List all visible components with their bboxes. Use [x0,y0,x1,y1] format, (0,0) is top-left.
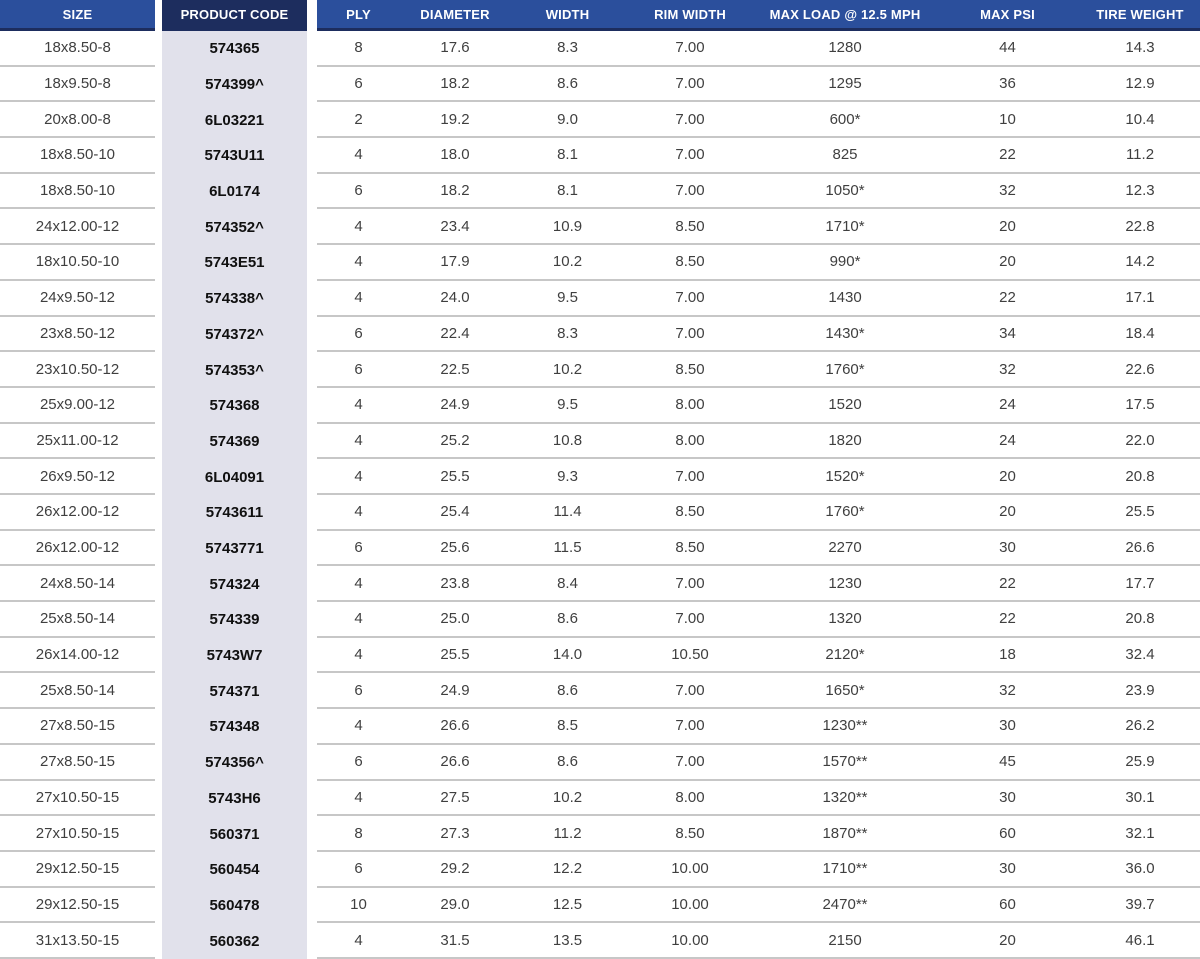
row-gutter-right [307,781,317,817]
cell-ply: 4 [317,709,400,745]
cell-ply: 6 [317,317,400,353]
cell-tire-weight: 14.2 [1080,245,1200,281]
cell-width: 10.2 [510,352,625,388]
cell-size: 18x8.50-10 [0,174,155,210]
cell-ply: 6 [317,531,400,567]
row-gutter-left [155,352,162,388]
row-gutter-right [307,852,317,888]
cell-width: 8.6 [510,602,625,638]
cell-tire-weight: 26.6 [1080,531,1200,567]
cell-max-psi: 45 [935,745,1080,781]
cell-max-load: 1760* [755,352,935,388]
cell-product-code: 6L03221 [162,102,307,138]
cell-size: 27x10.50-15 [0,816,155,852]
cell-ply: 4 [317,138,400,174]
cell-product-code: 5743H6 [162,781,307,817]
cell-tire-weight: 17.5 [1080,388,1200,424]
cell-product-code: 5743W7 [162,638,307,674]
cell-size: 27x10.50-15 [0,781,155,817]
cell-diameter: 17.6 [400,31,510,67]
cell-ply: 6 [317,67,400,103]
cell-diameter: 18.2 [400,174,510,210]
cell-width: 10.2 [510,781,625,817]
column-header-diameter: DIAMETER [400,0,510,31]
cell-width: 13.5 [510,923,625,959]
row-gutter-right [307,816,317,852]
cell-max-load: 1320 [755,602,935,638]
cell-rim-width: 10.00 [625,888,755,924]
cell-max-psi: 20 [935,245,1080,281]
cell-diameter: 25.6 [400,531,510,567]
cell-product-code: 6L0174 [162,174,307,210]
cell-product-code: 574339 [162,602,307,638]
row-gutter-right [307,317,317,353]
cell-product-code: 574365 [162,31,307,67]
column-header-ply: PLY [317,0,400,31]
cell-max-psi: 30 [935,781,1080,817]
cell-max-psi: 32 [935,174,1080,210]
cell-size: 18x9.50-8 [0,67,155,103]
cell-ply: 4 [317,209,400,245]
row-gutter-left [155,638,162,674]
row-gutter-right [307,424,317,460]
row-gutter-right [307,388,317,424]
cell-product-code: 574368 [162,388,307,424]
cell-tire-weight: 17.1 [1080,281,1200,317]
cell-diameter: 22.5 [400,352,510,388]
cell-tire-weight: 46.1 [1080,923,1200,959]
row-gutter-right [307,352,317,388]
cell-product-code: 6L04091 [162,459,307,495]
cell-max-psi: 20 [935,495,1080,531]
cell-width: 12.2 [510,852,625,888]
cell-size: 26x9.50-12 [0,459,155,495]
cell-tire-weight: 39.7 [1080,888,1200,924]
cell-max-load: 2150 [755,923,935,959]
cell-size: 18x8.50-10 [0,138,155,174]
cell-tire-weight: 25.9 [1080,745,1200,781]
cell-rim-width: 7.00 [625,174,755,210]
row-gutter-right [307,888,317,924]
cell-max-psi: 22 [935,281,1080,317]
cell-tire-weight: 30.1 [1080,781,1200,817]
cell-width: 10.9 [510,209,625,245]
row-gutter-right [307,673,317,709]
cell-ply: 4 [317,638,400,674]
cell-product-code: 5743771 [162,531,307,567]
cell-product-code: 5743U11 [162,138,307,174]
cell-max-psi: 24 [935,424,1080,460]
cell-size: 26x12.00-12 [0,495,155,531]
cell-product-code: 574324 [162,566,307,602]
cell-product-code: 574353^ [162,352,307,388]
cell-diameter: 23.8 [400,566,510,602]
cell-max-psi: 18 [935,638,1080,674]
row-gutter-left [155,31,162,67]
cell-max-load: 1520 [755,388,935,424]
header-gutter-left [155,0,162,31]
cell-size: 23x8.50-12 [0,317,155,353]
cell-diameter: 25.2 [400,424,510,460]
cell-max-psi: 20 [935,209,1080,245]
cell-product-code: 574399^ [162,67,307,103]
row-gutter-left [155,888,162,924]
cell-tire-weight: 18.4 [1080,317,1200,353]
cell-max-load: 1710* [755,209,935,245]
cell-ply: 4 [317,388,400,424]
cell-diameter: 31.5 [400,923,510,959]
cell-rim-width: 7.00 [625,566,755,602]
cell-width: 8.1 [510,174,625,210]
row-gutter-right [307,923,317,959]
cell-max-load: 1230 [755,566,935,602]
row-gutter-right [307,531,317,567]
cell-max-load: 1280 [755,31,935,67]
cell-rim-width: 7.00 [625,138,755,174]
cell-width: 12.5 [510,888,625,924]
cell-diameter: 23.4 [400,209,510,245]
column-header-tire-weight: TIRE WEIGHT [1080,0,1200,31]
cell-max-psi: 32 [935,673,1080,709]
cell-width: 14.0 [510,638,625,674]
cell-size: 31x13.50-15 [0,923,155,959]
cell-size: 29x12.50-15 [0,888,155,924]
column-header-product-code: PRODUCT CODE [162,0,307,31]
row-gutter-right [307,602,317,638]
cell-width: 8.6 [510,745,625,781]
row-gutter-left [155,852,162,888]
cell-rim-width: 8.50 [625,352,755,388]
cell-width: 8.1 [510,138,625,174]
cell-max-load: 1820 [755,424,935,460]
cell-width: 8.5 [510,709,625,745]
cell-max-psi: 30 [935,852,1080,888]
cell-ply: 6 [317,745,400,781]
cell-max-psi: 10 [935,102,1080,138]
cell-max-load: 1320** [755,781,935,817]
cell-max-load: 1710** [755,852,935,888]
cell-max-psi: 24 [935,388,1080,424]
cell-ply: 2 [317,102,400,138]
cell-diameter: 25.4 [400,495,510,531]
cell-diameter: 25.0 [400,602,510,638]
row-gutter-left [155,388,162,424]
cell-tire-weight: 32.1 [1080,816,1200,852]
cell-width: 9.3 [510,459,625,495]
column-header-width: WIDTH [510,0,625,31]
cell-max-psi: 22 [935,566,1080,602]
cell-product-code: 560371 [162,816,307,852]
cell-size: 29x12.50-15 [0,852,155,888]
row-gutter-right [307,138,317,174]
cell-tire-weight: 36.0 [1080,852,1200,888]
cell-product-code: 574348 [162,709,307,745]
cell-rim-width: 7.00 [625,317,755,353]
column-header-max-psi: MAX PSI [935,0,1080,31]
cell-ply: 8 [317,816,400,852]
row-gutter-left [155,317,162,353]
row-gutter-right [307,495,317,531]
cell-product-code: 560454 [162,852,307,888]
cell-size: 24x8.50-14 [0,566,155,602]
cell-rim-width: 7.00 [625,102,755,138]
cell-size: 25x8.50-14 [0,602,155,638]
cell-max-psi: 20 [935,923,1080,959]
cell-width: 11.5 [510,531,625,567]
row-gutter-left [155,424,162,460]
cell-size: 25x8.50-14 [0,673,155,709]
cell-diameter: 27.3 [400,816,510,852]
cell-rim-width: 8.50 [625,816,755,852]
cell-rim-width: 8.50 [625,495,755,531]
row-gutter-left [155,673,162,709]
cell-tire-weight: 14.3 [1080,31,1200,67]
table-body [0,31,1200,959]
cell-size: 27x8.50-15 [0,745,155,781]
cell-max-psi: 60 [935,816,1080,852]
cell-size: 20x8.00-8 [0,102,155,138]
cell-size: 23x10.50-12 [0,352,155,388]
cell-ply: 10 [317,888,400,924]
cell-tire-weight: 17.7 [1080,566,1200,602]
cell-diameter: 18.0 [400,138,510,174]
row-gutter-left [155,138,162,174]
cell-product-code: 5743611 [162,495,307,531]
column-header-size: SIZE [0,0,155,31]
row-gutter-left [155,245,162,281]
cell-ply: 6 [317,352,400,388]
cell-max-load: 1870** [755,816,935,852]
cell-max-psi: 32 [935,352,1080,388]
cell-max-load: 1050* [755,174,935,210]
row-gutter-left [155,281,162,317]
row-gutter-left [155,745,162,781]
cell-width: 10.2 [510,245,625,281]
row-gutter-left [155,531,162,567]
cell-diameter: 25.5 [400,638,510,674]
cell-diameter: 26.6 [400,709,510,745]
cell-rim-width: 7.00 [625,745,755,781]
cell-max-psi: 34 [935,317,1080,353]
row-gutter-right [307,281,317,317]
cell-width: 9.5 [510,281,625,317]
cell-size: 24x12.00-12 [0,209,155,245]
column-header-max-load: MAX LOAD @ 12.5 MPH [755,0,935,31]
cell-size: 25x9.00-12 [0,388,155,424]
cell-max-load: 990* [755,245,935,281]
row-gutter-left [155,459,162,495]
cell-tire-weight: 10.4 [1080,102,1200,138]
cell-max-load: 1295 [755,67,935,103]
cell-ply: 4 [317,245,400,281]
cell-max-load: 2470** [755,888,935,924]
cell-diameter: 27.5 [400,781,510,817]
row-gutter-left [155,495,162,531]
row-gutter-right [307,174,317,210]
cell-max-psi: 30 [935,531,1080,567]
cell-max-psi: 22 [935,138,1080,174]
row-gutter-left [155,709,162,745]
cell-width: 8.3 [510,317,625,353]
cell-size: 25x11.00-12 [0,424,155,460]
cell-width: 10.8 [510,424,625,460]
cell-rim-width: 8.00 [625,388,755,424]
cell-max-load: 1570** [755,745,935,781]
cell-diameter: 19.2 [400,102,510,138]
cell-width: 8.3 [510,31,625,67]
cell-ply: 4 [317,781,400,817]
cell-tire-weight: 22.6 [1080,352,1200,388]
cell-tire-weight: 32.4 [1080,638,1200,674]
cell-rim-width: 7.00 [625,709,755,745]
cell-ply: 4 [317,566,400,602]
cell-width: 9.0 [510,102,625,138]
cell-ply: 4 [317,459,400,495]
cell-max-load: 600* [755,102,935,138]
cell-width: 8.6 [510,67,625,103]
row-gutter-right [307,67,317,103]
cell-product-code: 574371 [162,673,307,709]
cell-size: 27x8.50-15 [0,709,155,745]
row-gutter-left [155,174,162,210]
row-gutter-right [307,638,317,674]
cell-max-load: 1430* [755,317,935,353]
cell-ply: 4 [317,281,400,317]
cell-product-code: 5743E51 [162,245,307,281]
cell-product-code: 574372^ [162,317,307,353]
row-gutter-right [307,245,317,281]
cell-tire-weight: 20.8 [1080,602,1200,638]
cell-rim-width: 7.00 [625,602,755,638]
cell-width: 11.4 [510,495,625,531]
column-header-rim-width: RIM WIDTH [625,0,755,31]
cell-size: 18x10.50-10 [0,245,155,281]
cell-max-load: 1430 [755,281,935,317]
row-gutter-left [155,67,162,103]
row-gutter-left [155,923,162,959]
cell-rim-width: 7.00 [625,67,755,103]
cell-rim-width: 8.50 [625,245,755,281]
cell-ply: 4 [317,495,400,531]
cell-rim-width: 10.00 [625,923,755,959]
cell-ply: 6 [317,174,400,210]
row-gutter-right [307,459,317,495]
cell-rim-width: 8.00 [625,424,755,460]
cell-ply: 4 [317,923,400,959]
cell-ply: 8 [317,31,400,67]
cell-rim-width: 7.00 [625,281,755,317]
cell-max-load: 1230** [755,709,935,745]
cell-max-load: 2270 [755,531,935,567]
cell-width: 9.5 [510,388,625,424]
cell-tire-weight: 22.8 [1080,209,1200,245]
cell-width: 11.2 [510,816,625,852]
cell-width: 8.6 [510,673,625,709]
row-gutter-left [155,209,162,245]
table-header-row [0,0,1200,31]
row-gutter-right [307,566,317,602]
cell-max-load: 825 [755,138,935,174]
cell-tire-weight: 23.9 [1080,673,1200,709]
cell-product-code: 560478 [162,888,307,924]
row-gutter-right [307,102,317,138]
cell-rim-width: 10.50 [625,638,755,674]
cell-diameter: 24.0 [400,281,510,317]
cell-max-psi: 22 [935,602,1080,638]
cell-max-psi: 44 [935,31,1080,67]
cell-diameter: 29.0 [400,888,510,924]
cell-tire-weight: 11.2 [1080,138,1200,174]
row-gutter-left [155,566,162,602]
cell-rim-width: 8.00 [625,781,755,817]
header-gutter-right [307,0,317,31]
cell-product-code: 574338^ [162,281,307,317]
cell-size: 26x14.00-12 [0,638,155,674]
cell-max-load: 1650* [755,673,935,709]
cell-diameter: 26.6 [400,745,510,781]
cell-max-load: 1520* [755,459,935,495]
cell-rim-width: 7.00 [625,673,755,709]
cell-rim-width: 8.50 [625,531,755,567]
cell-size: 24x9.50-12 [0,281,155,317]
cell-size: 18x8.50-8 [0,31,155,67]
row-gutter-left [155,102,162,138]
cell-width: 8.4 [510,566,625,602]
cell-max-psi: 60 [935,888,1080,924]
cell-tire-weight: 25.5 [1080,495,1200,531]
cell-diameter: 29.2 [400,852,510,888]
cell-diameter: 18.2 [400,67,510,103]
cell-rim-width: 7.00 [625,31,755,67]
row-gutter-right [307,709,317,745]
cell-product-code: 574352^ [162,209,307,245]
row-gutter-right [307,745,317,781]
cell-max-load: 1760* [755,495,935,531]
cell-max-psi: 30 [935,709,1080,745]
cell-diameter: 25.5 [400,459,510,495]
cell-tire-weight: 26.2 [1080,709,1200,745]
cell-diameter: 17.9 [400,245,510,281]
row-gutter-right [307,31,317,67]
cell-rim-width: 8.50 [625,209,755,245]
cell-diameter: 24.9 [400,388,510,424]
cell-ply: 4 [317,424,400,460]
cell-ply: 6 [317,852,400,888]
cell-tire-weight: 12.3 [1080,174,1200,210]
cell-product-code: 574356^ [162,745,307,781]
row-gutter-left [155,602,162,638]
cell-product-code: 574369 [162,424,307,460]
cell-size: 26x12.00-12 [0,531,155,567]
cell-product-code: 560362 [162,923,307,959]
cell-max-psi: 36 [935,67,1080,103]
cell-max-load: 2120* [755,638,935,674]
cell-tire-weight: 22.0 [1080,424,1200,460]
cell-ply: 6 [317,673,400,709]
cell-rim-width: 7.00 [625,459,755,495]
cell-diameter: 22.4 [400,317,510,353]
cell-tire-weight: 12.9 [1080,67,1200,103]
cell-max-psi: 20 [935,459,1080,495]
cell-rim-width: 10.00 [625,852,755,888]
row-gutter-left [155,816,162,852]
cell-ply: 4 [317,602,400,638]
row-gutter-right [307,209,317,245]
row-gutter-left [155,781,162,817]
cell-diameter: 24.9 [400,673,510,709]
cell-tire-weight: 20.8 [1080,459,1200,495]
